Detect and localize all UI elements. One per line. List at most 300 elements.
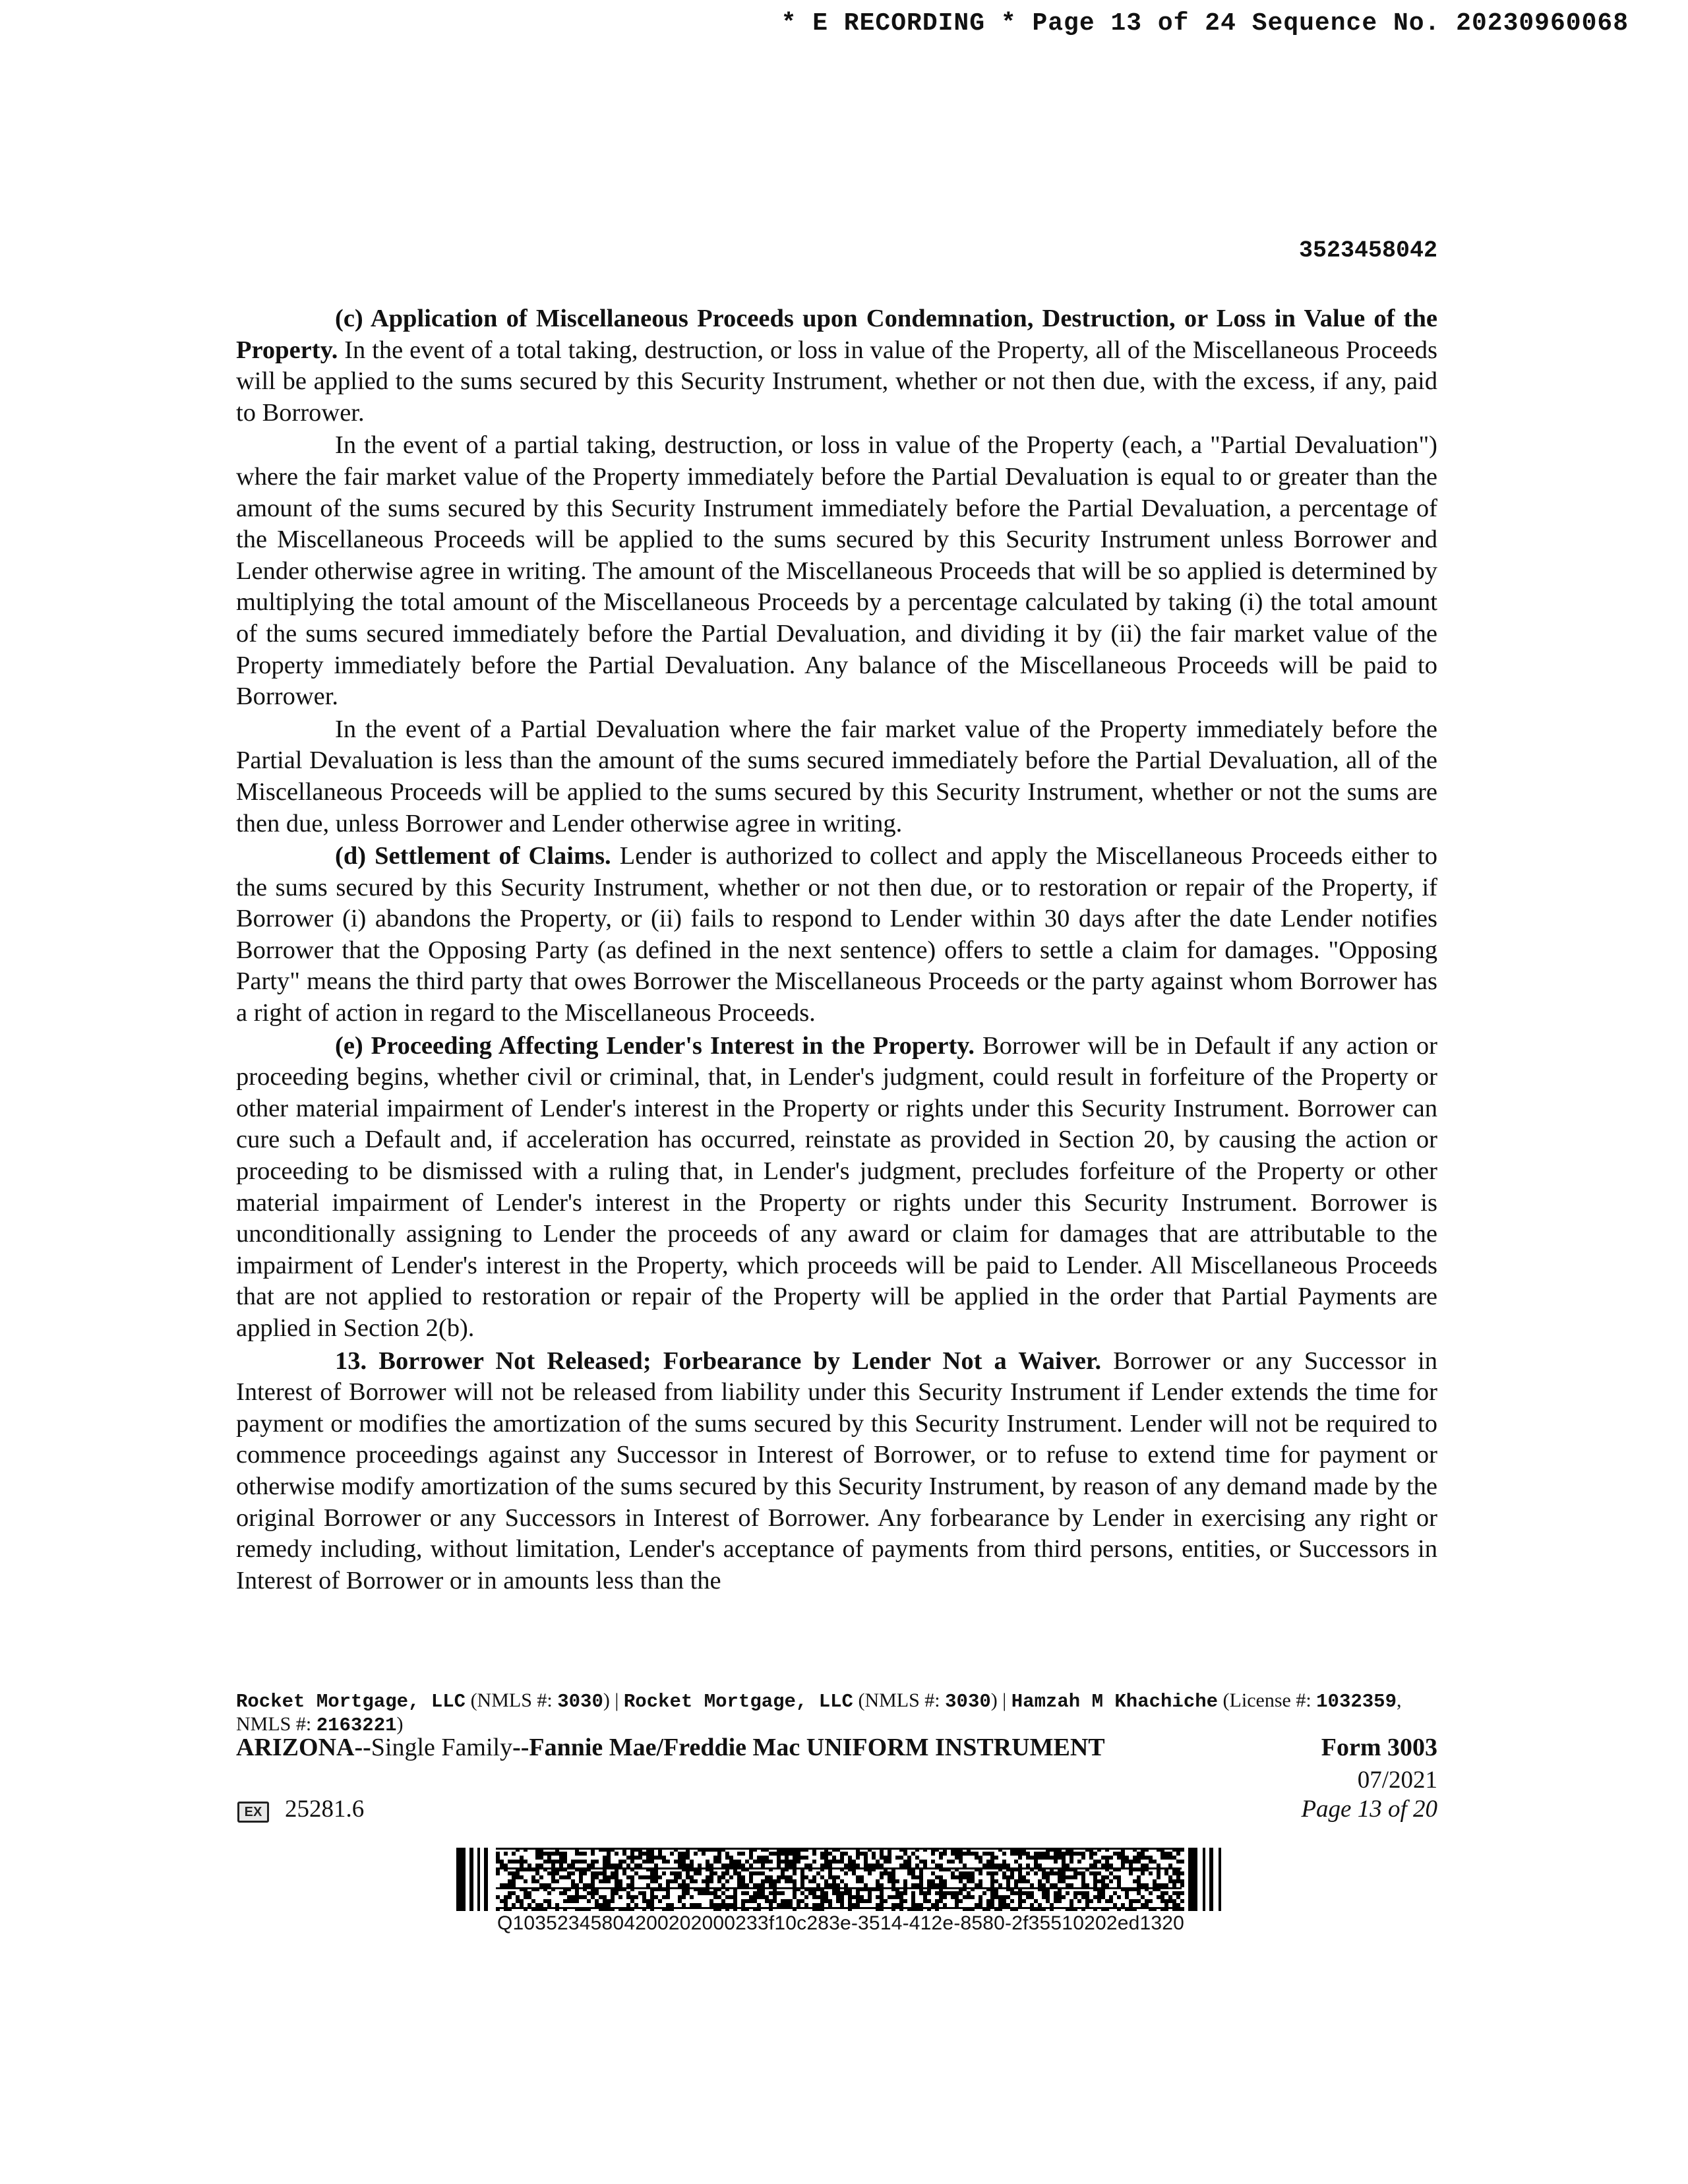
barcode-module [844,1871,848,1875]
barcode-module [682,1864,686,1867]
barcode-module [539,1856,543,1860]
barcode-module [777,1860,781,1864]
barcode-module [496,1856,500,1860]
barcode-module [840,1852,844,1856]
barcode-module [1145,1883,1149,1887]
barcode-module [658,1856,662,1860]
barcode-module [1137,1860,1141,1864]
barcode-module [844,1891,848,1895]
barcode-module [1058,1856,1062,1860]
barcode-module [979,1883,982,1887]
barcode-module [709,1899,713,1903]
barcode-module [733,1860,737,1864]
barcode-module [571,1860,575,1864]
barcode-module [986,1860,990,1864]
barcode-module [911,1899,915,1903]
barcode-module [528,1895,531,1899]
barcode-module [512,1860,516,1864]
barcode-module [1109,1871,1113,1875]
barcode-module [1073,1852,1077,1856]
barcode-module [1022,1852,1026,1856]
barcode-module [524,1895,528,1899]
barcode-module [547,1899,551,1903]
barcode-module [591,1860,595,1864]
barcode-module [1141,1852,1145,1856]
barcode-module [721,1864,725,1867]
barcode-module [674,1860,678,1864]
barcode-module [1089,1871,1093,1875]
barcode-module [955,1895,959,1899]
barcode-module [824,1864,828,1867]
barcode-module [484,1848,488,1911]
barcode-module [1002,1860,1006,1864]
barcode-module [638,1875,642,1879]
barcode-module [1006,1864,1010,1867]
barcode-module [579,1871,583,1875]
barcode-module [559,1852,563,1856]
recording-header: * E RECORDING * Page 13 of 24 Sequence No. 20230960068 [781,9,1629,38]
barcode-module [547,1871,551,1875]
barcode-module [508,1871,512,1875]
barcode-module [852,1903,856,1907]
barcode-module [682,1860,686,1864]
barcode-module [1034,1864,1038,1867]
barcode-module [706,1875,709,1879]
barcode-module [990,1903,994,1907]
barcode-module [563,1875,567,1879]
barcode-module [998,1899,1002,1903]
barcode-module [1070,1903,1073,1907]
barcode-module [1176,1895,1180,1899]
barcode-module [591,1871,595,1875]
barcode-module [1172,1899,1176,1903]
barcode-module [824,1852,828,1856]
barcode-module [1141,1895,1145,1899]
barcode-module [749,1852,753,1856]
barcode-module [828,1875,832,1879]
barcode-module [686,1856,690,1860]
barcode-module [990,1875,994,1879]
barcode-module [923,1864,927,1867]
barcode-module [840,1899,844,1903]
barcode-module [931,1879,935,1883]
barcode-module [1145,1864,1149,1867]
barcode-module [1121,1856,1125,1860]
barcode-module [520,1856,524,1860]
barcode-module [575,1883,579,1887]
barcode-module [971,1879,975,1883]
page-number: Page 13 of 20 [1301,1796,1437,1823]
barcode-module [1010,1871,1014,1875]
barcode-module [998,1895,1002,1899]
barcode-module [642,1860,646,1864]
barcode-module [757,1871,761,1875]
barcode-module [1070,1899,1073,1903]
barcode-module [1014,1852,1018,1856]
barcode-module [611,1871,615,1875]
barcode-module [690,1860,694,1864]
barcode-module [923,1891,927,1895]
barcode-module [840,1856,844,1860]
barcode-module [880,1852,884,1856]
close-paren: ) [396,1713,404,1735]
barcode-module [504,1852,508,1856]
close-paren: ) [990,1689,998,1711]
barcode-module [761,1871,765,1875]
barcode-module [1054,1871,1058,1875]
barcode-module [1093,1879,1097,1883]
barcode-module [856,1903,860,1907]
barcode-module [571,1864,575,1867]
barcode-module [979,1856,982,1860]
barcode-module [797,1856,800,1860]
barcode-module [682,1883,686,1887]
barcode-module [797,1899,800,1903]
barcode-module [816,1895,820,1899]
barcode-module [706,1864,709,1867]
barcode-module [1054,1899,1058,1903]
barcode-module [888,1852,891,1856]
barcode-module [967,1891,971,1895]
barcode-module [630,1860,634,1864]
barcode-module [797,1860,800,1864]
barcode-module [955,1899,959,1903]
barcode-module [1058,1899,1062,1903]
barcode-module [939,1864,943,1867]
barcode-module [891,1883,895,1887]
barcode-module [939,1891,943,1895]
barcode-module [931,1852,935,1856]
barcode-module [800,1875,804,1879]
barcode-module [587,1883,591,1887]
nmls-number: 3030 [945,1691,991,1713]
barcode-module [1081,1883,1085,1887]
barcode-module [1113,1852,1117,1856]
barcode-module [595,1860,599,1864]
barcode-module [765,1879,769,1883]
barcode-module [1026,1895,1030,1899]
barcode-module [804,1875,808,1879]
barcode-module [1018,1856,1022,1860]
barcode-module [571,1883,575,1887]
barcode-module [1018,1871,1022,1875]
barcode-module [840,1903,844,1907]
barcode-module [781,1899,785,1903]
barcode-module [808,1891,812,1895]
barcode-module [789,1879,793,1883]
barcode-module [733,1871,737,1875]
barcode-module [793,1879,797,1883]
barcode-module [1026,1864,1030,1867]
barcode-module [860,1852,864,1856]
barcode-module [1164,1883,1168,1887]
barcode-module [1018,1879,1022,1883]
barcode-module [1153,1860,1157,1864]
barcode-module [1010,1875,1014,1879]
barcode-module [1145,1856,1149,1860]
barcode-module [963,1875,967,1879]
barcode-module [1125,1895,1129,1899]
barcode-module [741,1903,745,1907]
barcode-module [1129,1899,1133,1903]
barcode-module [615,1879,618,1883]
barcode-module [1093,1895,1097,1899]
barcode-module [781,1871,785,1875]
barcode-module [967,1895,971,1899]
barcode-module [1176,1860,1180,1864]
barcode-module [717,1895,721,1899]
barcode-module [1081,1871,1085,1875]
barcode-module [903,1879,907,1883]
barcode-module [706,1879,709,1883]
barcode-module [1164,1891,1168,1895]
barcode-module [682,1852,686,1856]
barcode-module [864,1883,868,1887]
barcode-module [868,1871,872,1875]
barcode-module [1105,1856,1109,1860]
barcode-module [959,1879,963,1883]
barcode-module [713,1871,717,1875]
barcode-module [828,1903,832,1907]
barcode-module [690,1879,694,1883]
barcode-module [812,1891,816,1895]
barcode-module [496,1907,1182,1909]
barcode-module [1089,1856,1093,1860]
barcode-module [1050,1883,1054,1887]
barcode-module [603,1871,607,1875]
barcode-module [749,1879,753,1883]
barcode-module [986,1903,990,1907]
barcode-module [1172,1856,1176,1860]
barcode-module [1046,1856,1050,1860]
barcode-module [1034,1860,1038,1864]
barcode-module [666,1903,670,1907]
barcode-module [559,1875,563,1879]
barcode-module [737,1852,741,1856]
barcode-module [832,1875,836,1879]
barcode-module [943,1879,947,1883]
barcode-module [694,1852,698,1856]
barcode-module [1030,1856,1034,1860]
barcode-module [899,1903,903,1907]
barcode-module [543,1899,547,1903]
close-paren: ) [603,1689,610,1711]
barcode-module [496,1867,1182,1869]
barcode-module [1054,1891,1058,1895]
barcode-module [785,1903,789,1907]
barcode-module [864,1864,868,1867]
barcode-module [733,1899,737,1903]
barcode-module [678,1852,682,1856]
barcode-module [607,1879,611,1883]
barcode-module [880,1895,884,1899]
barcode-module [662,1871,666,1875]
barcode-module [761,1883,765,1887]
barcode-module [856,1852,860,1856]
barcode-module [856,1864,860,1867]
barcode-module [626,1891,630,1895]
barcode-module [1160,1856,1164,1860]
barcode-module [880,1864,884,1867]
barcode-module [607,1852,611,1856]
barcode-module [828,1864,832,1867]
barcode-module [745,1891,749,1895]
barcode-module [733,1903,737,1907]
barcode-module [951,1852,955,1856]
barcode-module [1219,1848,1221,1911]
barcode-module [737,1879,741,1883]
barcode-module [547,1852,551,1856]
barcode-module [800,1856,804,1860]
barcode-module [1097,1899,1101,1903]
barcode-module [903,1864,907,1867]
license-label: (License #: [1218,1689,1317,1711]
barcode-module [761,1864,765,1867]
nmls-label: (NMLS #: [853,1689,946,1711]
barcode-module [1121,1860,1125,1864]
barcode-module [579,1852,583,1856]
barcode-module [998,1883,1002,1887]
barcode-module [1117,1856,1121,1860]
barcode-module [575,1860,579,1864]
barcode-module [880,1871,884,1875]
barcode-module [650,1852,654,1856]
barcode-module [1157,1871,1160,1875]
barcode-module [611,1899,615,1903]
paragraph-text: Borrower or any Successor in Interest of Borrower will not be released from liability under this Security Instrument if Lender extends the time for payment or modifies the amortization of the sums secured by this Security Instrument. Lender will not be required to commence proceedings against any Successor in Interest of Borrower, or to refuse to extend time for payment or otherwise modify amortization of the sums secured by this Security Instrument, by reason of any demand made by the original Borrower or any Successors in Interest of Borrower. Any forbearance by Lender in exercising any right or remedy including, without limitation, Lender's acceptance of payments from third persons, entities, or Successors in Interest of Borrower or in amounts less than the [236,1347,1437,1594]
barcode-module [737,1875,741,1879]
barcode-module [646,1899,650,1903]
barcode-module [1042,1871,1046,1875]
barcode-module [868,1864,872,1867]
barcode-module [959,1852,963,1856]
barcode-module [994,1871,998,1875]
barcode-module [1002,1895,1006,1899]
barcode-module [1062,1875,1066,1879]
barcode-module [535,1864,539,1867]
barcode-module [1093,1860,1097,1864]
barcode-module [816,1871,820,1875]
barcode-module [915,1903,919,1907]
barcode-module [512,1852,516,1856]
barcode-module [729,1856,733,1860]
barcode-module [1149,1891,1153,1895]
barcode-module [852,1895,856,1899]
barcode-module [773,1852,777,1856]
barcode-module [1034,1899,1038,1903]
barcode-module [575,1899,579,1903]
barcode-module [642,1891,646,1895]
barcode-module [559,1864,563,1867]
barcode-module [539,1903,543,1907]
barcode-module [1006,1875,1010,1879]
barcode-module [990,1860,994,1864]
barcode-module [1022,1899,1026,1903]
barcode-module [919,1871,923,1875]
barcode-module [864,1899,868,1903]
barcode-module [611,1895,615,1899]
barcode-module [761,1891,765,1895]
barcode-module [927,1891,931,1895]
barcode-module [1168,1856,1172,1860]
barcode-module [1077,1852,1081,1856]
barcode-module [1153,1883,1157,1887]
barcode-module [1141,1883,1145,1887]
barcode-module [828,1899,832,1903]
barcode-module [1046,1875,1050,1879]
barcode-module [500,1883,504,1887]
barcode-module [1085,1883,1089,1887]
barcode-module [1160,1899,1164,1903]
barcode-module [547,1883,551,1887]
barcode-module [816,1903,820,1907]
barcode-module [947,1891,951,1895]
barcode-module [1058,1891,1062,1895]
barcode-module [1034,1871,1038,1875]
barcode-module [812,1860,816,1864]
barcode-module [1081,1891,1085,1895]
barcode-module [919,1883,923,1887]
barcode-module [567,1899,571,1903]
barcode-module [789,1875,793,1879]
barcode-module [1164,1903,1168,1907]
barcode-module [630,1856,634,1860]
barcode-module [603,1864,607,1867]
barcode-module [1145,1903,1149,1907]
barcode-module [543,1852,547,1856]
barcode-module [725,1879,729,1883]
barcode-module [737,1883,741,1887]
barcode-module [725,1903,729,1907]
barcode-module [709,1864,713,1867]
barcode-module [512,1871,516,1875]
barcode-module [686,1883,690,1887]
nmls-label: (NMLS #: [466,1689,558,1711]
barcode-module [1038,1864,1042,1867]
barcode-module [1014,1879,1018,1883]
barcode-module [1168,1895,1172,1899]
barcode-module [666,1891,670,1895]
barcode-module [1010,1852,1014,1856]
barcode-module [1038,1852,1042,1856]
barcode-module [634,1895,638,1899]
barcode-module [555,1903,559,1907]
barcode-module [848,1895,852,1899]
barcode-module [777,1879,781,1883]
barcode-module [1073,1871,1077,1875]
barcode-module [828,1860,832,1864]
barcode-module [1157,1864,1160,1867]
barcode-module [880,1875,884,1879]
barcode-module [516,1875,520,1879]
paragraph-settlement-of-claims [236,841,1437,1029]
barcode-module [698,1864,702,1867]
barcode-module [1129,1871,1133,1875]
barcode-module [500,1864,504,1867]
barcode-module [1006,1895,1010,1899]
barcode-module [832,1883,836,1887]
nmls-label: , NMLS #: [236,1689,1402,1735]
barcode-module [666,1879,670,1883]
barcode-module [848,1903,852,1907]
barcode-module [907,1871,911,1875]
barcode-module [876,1903,880,1907]
barcode-module [1137,1852,1141,1856]
barcode-module [1133,1860,1137,1864]
barcode-module [824,1860,828,1864]
barcode-module [650,1879,654,1883]
paragraph-partial-devaluation-less [236,714,1437,839]
